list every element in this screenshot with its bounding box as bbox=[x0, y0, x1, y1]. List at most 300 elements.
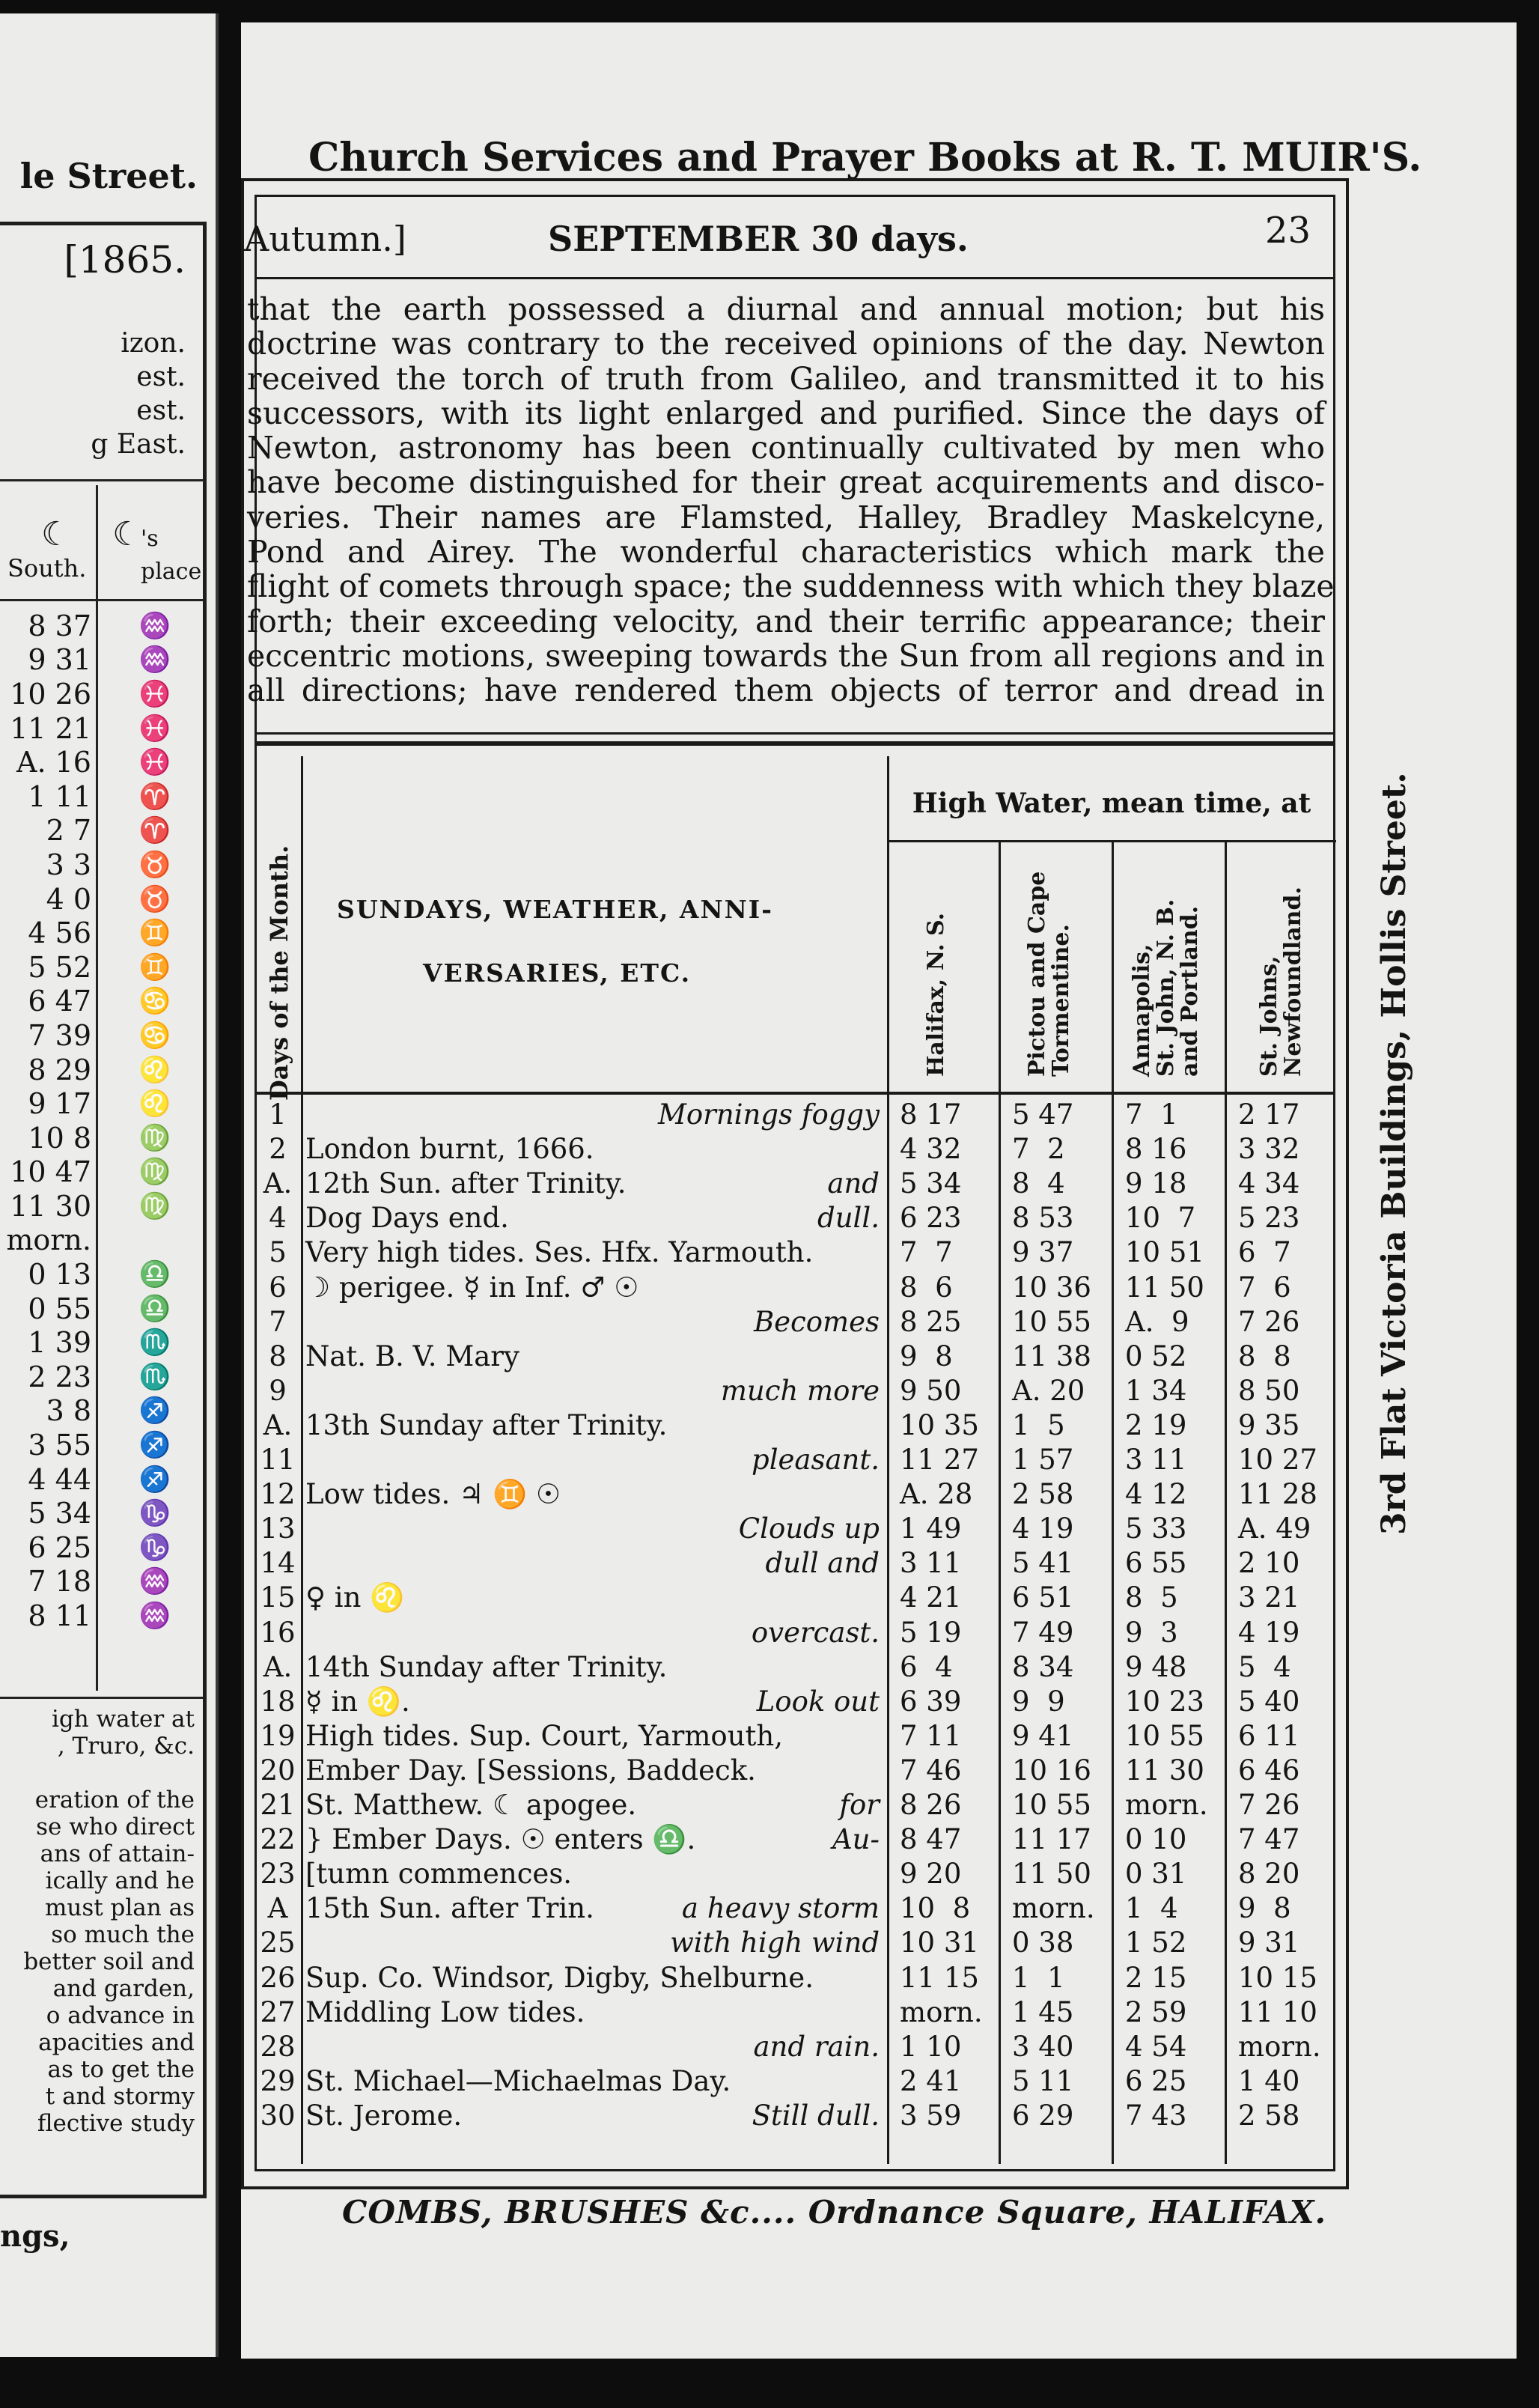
high-water-time: 6 11 bbox=[1238, 1719, 1300, 1752]
moon-place-sign: ♑ bbox=[138, 1498, 171, 1529]
moon-south-time: 7 39 bbox=[28, 1018, 91, 1052]
high-water-time: 5 34 bbox=[900, 1167, 962, 1200]
left-page-row bbox=[0, 985, 202, 1019]
high-water-time: 2 58 bbox=[1238, 2099, 1300, 2132]
narrative-line: received the torch of truth from Galileo, and transmitted it to his bbox=[247, 360, 1325, 397]
moon-place-sign: ♌ bbox=[138, 1054, 171, 1085]
event-text: Ember Day. [Sessions, Baddeck. bbox=[305, 1754, 756, 1787]
moon-place-sign: ♌ bbox=[138, 1089, 171, 1119]
left-page-row bbox=[0, 1325, 202, 1360]
weather-note: Mornings foggy bbox=[657, 1098, 880, 1131]
left-page-row bbox=[0, 1394, 202, 1429]
high-water-time: A. 49 bbox=[1238, 1512, 1311, 1545]
day-number: 8 bbox=[269, 1340, 287, 1372]
high-water-time: 10 7 bbox=[1125, 1202, 1196, 1235]
weather-note: Clouds up bbox=[738, 1512, 880, 1545]
left-page-bottom-text bbox=[0, 1706, 195, 2137]
moon-place-sign: ♏ bbox=[138, 1361, 171, 1392]
high-water-time: 8 8 bbox=[1238, 1340, 1291, 1372]
table-row bbox=[255, 1580, 1335, 1614]
high-water-time: 5 4 bbox=[1238, 1650, 1291, 1683]
table-row bbox=[255, 1270, 1335, 1304]
high-water-time: 8 5 bbox=[1125, 1581, 1178, 1614]
left-page-row bbox=[0, 609, 202, 643]
table-row bbox=[255, 1753, 1335, 1787]
left-page-heading: est. bbox=[136, 362, 186, 392]
moon-south-time: 0 55 bbox=[28, 1292, 91, 1325]
high-water-time: 9 37 bbox=[1012, 1236, 1074, 1269]
left-page-row bbox=[0, 1292, 202, 1326]
event-text: 12th Sun. after Trinity. bbox=[305, 1167, 627, 1200]
day-number: 14 bbox=[260, 1547, 296, 1580]
table-row bbox=[255, 1304, 1335, 1339]
table-row bbox=[255, 1131, 1335, 1166]
table-row bbox=[255, 1718, 1335, 1753]
left-page-row bbox=[0, 1086, 202, 1121]
high-water-time: 8 26 bbox=[900, 1789, 962, 1821]
left-page-bottom-line: apacities and bbox=[38, 2029, 195, 2056]
days-of-month-header bbox=[255, 786, 299, 1101]
narrative-line: Pond and Airey. The wonderful characteristics which mark the bbox=[247, 534, 1325, 571]
day-number: 5 bbox=[269, 1236, 287, 1269]
high-water-time: 1 52 bbox=[1125, 1927, 1187, 1959]
left-page-bottom-line: ically and he bbox=[45, 1867, 195, 1894]
high-water-time: 4 34 bbox=[1238, 1167, 1300, 1200]
left-page-row bbox=[0, 1223, 202, 1258]
table-row bbox=[255, 2029, 1335, 2064]
left-page-row bbox=[0, 1530, 202, 1565]
left-page-row bbox=[0, 1565, 202, 1599]
moon-place-sign: ♒ bbox=[138, 1601, 171, 1632]
weather-note: Look out bbox=[756, 1685, 880, 1718]
high-water-time: 11 50 bbox=[1125, 1271, 1204, 1304]
high-water-time: 6 39 bbox=[900, 1685, 962, 1718]
high-water-time: 3 40 bbox=[1012, 2030, 1074, 2063]
left-page-bottom-line: t and stormy bbox=[45, 2083, 195, 2110]
table-row bbox=[255, 1856, 1335, 1891]
day-number: 6 bbox=[269, 1271, 287, 1304]
high-water-time: 5 41 bbox=[1012, 1547, 1074, 1580]
day-number: 28 bbox=[260, 2030, 296, 2063]
narrative-line: Newton, astronomy has been continually cultivated by men who bbox=[247, 430, 1325, 466]
high-water-time: 10 16 bbox=[1012, 1754, 1091, 1787]
weather-note: dull and bbox=[765, 1547, 880, 1580]
high-water-time: 3 11 bbox=[1125, 1444, 1187, 1476]
left-page-bottom-line: ans of attain- bbox=[40, 1840, 195, 1867]
table-row bbox=[255, 1097, 1335, 1131]
high-water-time: 8 50 bbox=[1238, 1374, 1300, 1407]
high-water-time: 9 8 bbox=[900, 1340, 953, 1372]
left-page-row bbox=[0, 745, 202, 779]
high-water-time: 9 18 bbox=[1125, 1167, 1187, 1200]
high-water-time: 9 9 bbox=[1012, 1685, 1065, 1718]
weather-note: overcast. bbox=[751, 1616, 880, 1649]
event-text: [tumn commences. bbox=[305, 1858, 573, 1891]
high-water-time: 2 19 bbox=[1125, 1408, 1187, 1441]
moon-place-sign: ♍ bbox=[138, 1157, 171, 1188]
high-water-time: 7 6 bbox=[1238, 1271, 1291, 1304]
moon-south-time: 9 31 bbox=[28, 643, 91, 677]
events-header-line1: SUNDAYS, WEATHER, ANNI- bbox=[337, 895, 773, 924]
moon-place-sign: ♏ bbox=[138, 1328, 171, 1358]
left-page-bottom-line: o advance in bbox=[46, 2002, 195, 2029]
high-water-time: morn. bbox=[1125, 1789, 1208, 1821]
table-row bbox=[255, 1995, 1335, 2029]
left-page-heading: izon. bbox=[121, 328, 186, 359]
table-row bbox=[255, 1408, 1335, 1442]
port-header-st-johns: St. Johns, Newfoundland. bbox=[1256, 887, 1306, 1077]
table-row bbox=[255, 1166, 1335, 1200]
high-water-time: 9 35 bbox=[1238, 1408, 1300, 1441]
high-water-time: 11 27 bbox=[900, 1444, 979, 1476]
high-water-time: 1 4 bbox=[1125, 1892, 1178, 1925]
table-row bbox=[255, 1615, 1335, 1650]
high-water-time: 5 47 bbox=[1012, 1098, 1074, 1131]
table-row bbox=[255, 1373, 1335, 1408]
high-water-time: A. 9 bbox=[1125, 1305, 1189, 1338]
day-number: 4 bbox=[269, 1202, 287, 1235]
weather-note: Still dull. bbox=[752, 2099, 880, 2132]
left-page-col-south: South. bbox=[7, 554, 87, 583]
high-water-time: 8 16 bbox=[1125, 1133, 1187, 1166]
left-page-bottom-line: must plan as bbox=[44, 1894, 195, 1921]
left-page-bottom-line: better soil and bbox=[23, 1948, 195, 1975]
day-number: 27 bbox=[260, 1995, 296, 2028]
event-text: Low tides. ♃ ♊ ☉ bbox=[305, 1478, 561, 1511]
high-water-time: 5 11 bbox=[1012, 2064, 1074, 2097]
moon-place-sign: ♑ bbox=[138, 1532, 171, 1563]
high-water-time: 2 10 bbox=[1238, 1547, 1300, 1580]
moon-south-time: 7 18 bbox=[28, 1565, 91, 1599]
weather-note: with high wind bbox=[670, 1927, 880, 1959]
left-page-row bbox=[0, 1599, 202, 1633]
moon-icon: ☾ bbox=[41, 515, 71, 553]
moon-place-sign: ♈ bbox=[138, 781, 171, 812]
moon-place-sign: ♓ bbox=[138, 747, 171, 778]
high-water-time: 6 25 bbox=[1125, 2064, 1187, 2097]
event-text: Sup. Co. Windsor, Digby, Shelburne. bbox=[305, 1961, 814, 1994]
high-water-time: 6 4 bbox=[900, 1650, 953, 1683]
moon-place-sign: ♒ bbox=[138, 645, 171, 675]
day-number: 7 bbox=[269, 1305, 287, 1338]
day-number: 1 bbox=[269, 1098, 287, 1131]
event-text: ☽ perigee. ☿ in Inf. ♂ ☉ bbox=[305, 1271, 639, 1304]
high-water-time: 4 54 bbox=[1125, 2030, 1187, 2063]
high-water-time: 9 20 bbox=[900, 1858, 962, 1891]
narrative-line: doctrine was contrary to the received opinions of the day. Newton bbox=[247, 326, 1325, 362]
left-page-row bbox=[0, 1018, 202, 1053]
table-row bbox=[255, 1545, 1335, 1580]
high-water-time: 4 19 bbox=[1238, 1616, 1300, 1649]
high-water-time: 6 55 bbox=[1125, 1547, 1187, 1580]
moon-south-time: 10 8 bbox=[28, 1121, 91, 1155]
high-water-time: 11 38 bbox=[1012, 1340, 1091, 1372]
moon-south-time: 10 26 bbox=[10, 677, 91, 711]
table-row bbox=[255, 1650, 1335, 1684]
moon-place-sign: ♓ bbox=[138, 678, 171, 709]
moon-south-time: 4 44 bbox=[28, 1462, 91, 1496]
left-page-row bbox=[0, 1053, 202, 1087]
high-water-time: 11 17 bbox=[1012, 1823, 1091, 1856]
high-water-time: 10 51 bbox=[1125, 1236, 1204, 1269]
event-text: ☿ in ♌. bbox=[305, 1685, 410, 1718]
high-water-time: 7 7 bbox=[900, 1236, 953, 1269]
high-water-time: 3 21 bbox=[1238, 1581, 1300, 1614]
moon-place-sign: ♎ bbox=[138, 1293, 171, 1324]
calendar-table bbox=[255, 756, 1335, 2171]
left-page bbox=[0, 13, 219, 2357]
high-water-time: 2 17 bbox=[1238, 1098, 1300, 1131]
high-water-time: 10 8 bbox=[900, 1892, 971, 1925]
high-water-time: 2 59 bbox=[1125, 1995, 1187, 2028]
left-page-row bbox=[0, 1360, 202, 1394]
high-water-time: 0 10 bbox=[1125, 1823, 1187, 1856]
day-number: 16 bbox=[260, 1616, 296, 1649]
left-page-row bbox=[0, 677, 202, 711]
high-water-rule bbox=[887, 840, 1336, 842]
high-water-time: 7 1 bbox=[1125, 1098, 1178, 1131]
left-page-row bbox=[0, 1462, 202, 1497]
left-page-row bbox=[0, 1496, 202, 1530]
left-page-street: le Street. bbox=[19, 156, 198, 196]
table-row bbox=[255, 1684, 1335, 1718]
high-water-time: 0 38 bbox=[1012, 1927, 1074, 1959]
high-water-time: 2 58 bbox=[1012, 1478, 1074, 1511]
high-water-time: morn. bbox=[900, 1995, 983, 2028]
narrative-line: flight of comets through space; the suddenness with which they blaze bbox=[247, 568, 1335, 605]
high-water-time: 6 23 bbox=[900, 1202, 962, 1235]
table-row bbox=[255, 2064, 1335, 2098]
high-water-time: 1 40 bbox=[1238, 2064, 1300, 2097]
high-water-time: morn. bbox=[1238, 2030, 1321, 2063]
table-row bbox=[255, 2098, 1335, 2132]
high-water-time: 0 31 bbox=[1125, 1858, 1187, 1891]
weather-note: for bbox=[839, 1789, 880, 1821]
high-water-title: High Water, mean time, at bbox=[912, 788, 1311, 819]
moon-place-sign: ♐ bbox=[138, 1396, 171, 1426]
left-page-footer-fragment: ngs, bbox=[0, 2219, 70, 2254]
left-page-row bbox=[0, 1155, 202, 1190]
left-page-rule bbox=[0, 479, 204, 481]
high-water-time: 3 32 bbox=[1238, 1133, 1300, 1166]
day-number: 13 bbox=[260, 1512, 296, 1545]
high-water-time: 6 46 bbox=[1238, 1754, 1300, 1787]
day-number: 11 bbox=[260, 1444, 296, 1476]
page-number: 23 bbox=[1265, 210, 1311, 252]
event-text: London burnt, 1666. bbox=[305, 1133, 594, 1166]
moon-place-sign: ♋ bbox=[138, 986, 171, 1017]
section-rule bbox=[255, 732, 1335, 735]
moon-south-time: 6 25 bbox=[28, 1530, 91, 1564]
narrative-line: that the earth possessed a diurnal and annual motion; but his bbox=[247, 291, 1325, 327]
moon-place-sign: ♒ bbox=[138, 1566, 171, 1597]
high-water-time: 10 55 bbox=[1125, 1719, 1204, 1752]
weather-note: and bbox=[827, 1167, 880, 1200]
day-number: 2 bbox=[269, 1133, 287, 1166]
moon-south-time: 9 17 bbox=[28, 1087, 91, 1121]
moon-south-time: 1 39 bbox=[28, 1326, 91, 1360]
high-water-time: 4 19 bbox=[1012, 1512, 1074, 1545]
moon-place-sign: ♊ bbox=[138, 952, 171, 982]
high-water-time: 8 17 bbox=[900, 1098, 962, 1131]
moon-place-sign: ♎ bbox=[138, 1259, 171, 1290]
weather-note: pleasant. bbox=[752, 1444, 880, 1476]
high-water-time: 9 31 bbox=[1238, 1927, 1300, 1959]
moon-south-time: A. 16 bbox=[16, 746, 91, 779]
high-water-time: 10 27 bbox=[1238, 1444, 1317, 1476]
high-water-time: 10 55 bbox=[1012, 1789, 1091, 1821]
narrative-line: eccentric motions, sweeping towards the Sun from all regions and in bbox=[247, 637, 1325, 674]
left-page-rule bbox=[0, 599, 204, 601]
left-page-row bbox=[0, 1189, 202, 1223]
high-water-time: 1 49 bbox=[900, 1512, 962, 1545]
day-number: 26 bbox=[260, 1961, 296, 1994]
high-water-time: 6 7 bbox=[1238, 1236, 1291, 1269]
high-water-time: 11 10 bbox=[1238, 1995, 1317, 2028]
port-header-pictou: Pictou and Cape Tormentine. bbox=[1024, 871, 1074, 1077]
day-number: 9 bbox=[269, 1374, 287, 1407]
moon-south-time: morn. bbox=[6, 1223, 91, 1257]
high-water-time: 8 53 bbox=[1012, 1202, 1074, 1235]
high-water-time: 4 32 bbox=[900, 1133, 962, 1166]
moon-south-time: 2 23 bbox=[28, 1360, 91, 1393]
high-water-time: 5 23 bbox=[1238, 1202, 1300, 1235]
day-number: 18 bbox=[260, 1685, 296, 1718]
left-page-bottom-line: se who direct bbox=[36, 1813, 195, 1840]
moon-south-time: 11 21 bbox=[10, 711, 91, 745]
top-banner: Church Services and Prayer Books at R. T. MUIR'S. bbox=[308, 135, 1422, 180]
narrative-line: forth; their exceeding velocity, and their terrific appearance; their bbox=[247, 603, 1325, 639]
event-text: High tides. Sup. Court, Yarmouth, bbox=[305, 1719, 783, 1752]
left-page-column-headers bbox=[0, 493, 202, 598]
narrative-line: all directions; have rendered them objects of terror and dread in bbox=[247, 672, 1325, 709]
month-title: SEPTEMBER 30 days. bbox=[548, 219, 969, 259]
high-water-time: 5 19 bbox=[900, 1616, 962, 1649]
table-row bbox=[255, 1787, 1335, 1822]
event-text: Very high tides. Ses. Hfx. Yarmouth. bbox=[305, 1236, 814, 1269]
weather-note: Becomes bbox=[753, 1305, 880, 1338]
high-water-time: 8 20 bbox=[1238, 1858, 1300, 1891]
day-number: 20 bbox=[260, 1754, 296, 1787]
day-number: 23 bbox=[260, 1858, 296, 1891]
high-water-time: 2 41 bbox=[900, 2064, 962, 2097]
left-page-bottom-line: igh water at bbox=[51, 1706, 195, 1733]
day-number: A bbox=[267, 1892, 288, 1925]
moon-south-time: 3 55 bbox=[28, 1429, 91, 1462]
moon-south-time: 11 30 bbox=[10, 1189, 91, 1223]
moon-south-time: 4 0 bbox=[46, 882, 91, 916]
moon-place-sign: ♓ bbox=[138, 713, 171, 744]
moon-south-time: 0 13 bbox=[28, 1258, 91, 1292]
high-water-time: 1 45 bbox=[1012, 1995, 1074, 2028]
high-water-time: 8 34 bbox=[1012, 1650, 1074, 1683]
moon-south-time: 10 47 bbox=[10, 1155, 91, 1189]
event-text: ♀ in ♌ bbox=[305, 1581, 405, 1614]
moon-south-time: 8 37 bbox=[28, 609, 91, 642]
header-rule bbox=[255, 277, 1335, 279]
footer-advert: COMBS, BRUSHES &c.... Ordnance Square, HALIFAX. bbox=[342, 2194, 1327, 2231]
left-page-bottom-line bbox=[0, 1760, 195, 1787]
moon-place-sign: ♉ bbox=[138, 884, 171, 914]
moon-place-sign: ♍ bbox=[138, 1191, 171, 1221]
left-page-bottom-line: and garden, bbox=[52, 1975, 195, 2002]
left-page-row bbox=[0, 950, 202, 985]
moon-south-time: 6 47 bbox=[28, 985, 91, 1018]
high-water-time: 7 47 bbox=[1238, 1823, 1300, 1856]
weather-note: a heavy storm bbox=[681, 1892, 880, 1925]
high-water-time: 1 34 bbox=[1125, 1374, 1187, 1407]
high-water-time: 11 30 bbox=[1125, 1754, 1204, 1787]
high-water-time: 7 26 bbox=[1238, 1305, 1300, 1338]
left-page-row bbox=[0, 882, 202, 916]
high-water-time: 5 33 bbox=[1125, 1512, 1187, 1545]
high-water-time: 5 40 bbox=[1238, 1685, 1300, 1718]
day-number: 12 bbox=[260, 1478, 296, 1511]
event-text: 15th Sun. after Trin. bbox=[305, 1892, 594, 1925]
table-row bbox=[255, 1822, 1335, 1856]
table-row bbox=[255, 1200, 1335, 1235]
high-water-time: 3 59 bbox=[900, 2099, 962, 2132]
day-number: 15 bbox=[260, 1581, 296, 1614]
high-water-time: 10 36 bbox=[1012, 1271, 1091, 1304]
event-text: } Ember Days. ☉ enters ♎. bbox=[305, 1823, 696, 1856]
high-water-time: 7 49 bbox=[1012, 1616, 1074, 1649]
high-water-time: 8 25 bbox=[900, 1305, 962, 1338]
moon-place-sign: ♉ bbox=[138, 849, 171, 880]
event-text: Nat. B. V. Mary bbox=[305, 1340, 519, 1372]
weather-note: dull. bbox=[817, 1202, 880, 1235]
day-number: 22 bbox=[260, 1823, 296, 1856]
high-water-time: 8 47 bbox=[900, 1823, 962, 1856]
high-water-time: 4 21 bbox=[900, 1581, 962, 1614]
left-page-heading: g East. bbox=[91, 429, 186, 460]
weather-note: and rain. bbox=[753, 2030, 880, 2063]
high-water-time: 8 6 bbox=[900, 1271, 953, 1304]
section-rule bbox=[255, 741, 1335, 746]
left-page-heading: est. bbox=[136, 395, 186, 426]
table-row bbox=[255, 1235, 1335, 1269]
left-page-bottom-line: flective study bbox=[37, 2110, 195, 2137]
event-text: St. Matthew. ☾ apogee. bbox=[305, 1789, 637, 1821]
left-page-rows bbox=[0, 609, 202, 1633]
table-row bbox=[255, 1477, 1335, 1511]
day-number: 21 bbox=[260, 1789, 296, 1821]
high-water-time: 0 52 bbox=[1125, 1340, 1187, 1372]
weather-note: Au- bbox=[832, 1823, 880, 1856]
high-water-time: morn. bbox=[1012, 1892, 1095, 1925]
left-page-row bbox=[0, 1121, 202, 1155]
high-water-time: 9 3 bbox=[1125, 1616, 1178, 1649]
day-number: 25 bbox=[260, 1927, 296, 1959]
high-water-time: 7 2 bbox=[1012, 1133, 1065, 1166]
table-row bbox=[255, 1511, 1335, 1545]
moon-place-sign: ♒ bbox=[138, 610, 171, 641]
port-header-halifax: Halifax, N. S. bbox=[923, 912, 949, 1077]
left-page-bottom-line: eration of the bbox=[34, 1787, 195, 1813]
high-water-time: 3 11 bbox=[900, 1547, 962, 1580]
table-row bbox=[255, 1925, 1335, 1959]
left-page-row bbox=[0, 643, 202, 678]
days-of-month-label: Days of the Month. bbox=[265, 845, 293, 1101]
narrative-line: successors, with its light enlarged and purified. Since the days of bbox=[247, 395, 1325, 431]
event-text: St. Michael—Michaelmas Day. bbox=[305, 2064, 731, 2097]
high-water-time: 7 43 bbox=[1125, 2099, 1187, 2132]
narrative-text bbox=[247, 291, 1335, 709]
side-address: 3rd Flat Victoria Buildings, Hollis Street. bbox=[1375, 772, 1413, 1535]
day-number: A. bbox=[263, 1408, 293, 1441]
high-water-time: 8 4 bbox=[1012, 1167, 1065, 1200]
high-water-time: 7 46 bbox=[900, 1754, 962, 1787]
